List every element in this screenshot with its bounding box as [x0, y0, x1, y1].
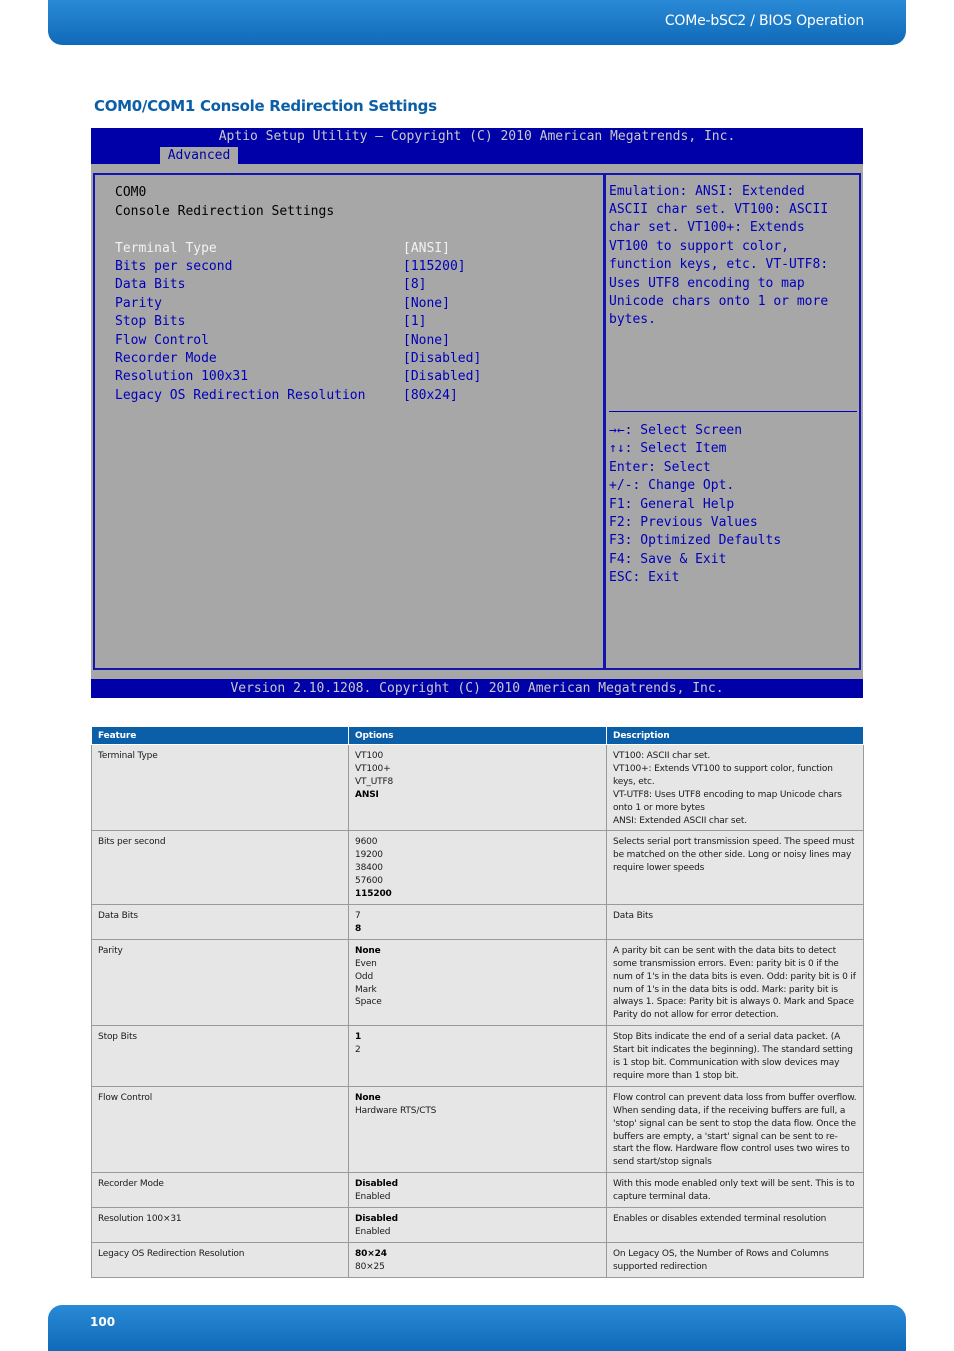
option: 2: [355, 1045, 361, 1056]
description-line: Enables or disables extended terminal resolution: [613, 1214, 827, 1225]
option: VT100: [355, 751, 384, 761]
options-cell: [349, 1026, 607, 1087]
option: Even: [355, 958, 377, 969]
bios-setting-value[interactable]: [80x24]: [403, 387, 458, 403]
bios-setting-label[interactable]: Stop Bits: [115, 314, 186, 330]
page-header: [48, 0, 906, 45]
option: 9600: [355, 837, 378, 848]
table-row: [92, 1086, 864, 1172]
tab-advanced[interactable]: Advanced: [160, 147, 238, 164]
header-title: COMe-bSC2 / BIOS Operation: [664, 13, 864, 29]
option: 38400: [355, 863, 383, 874]
help-text-line: Unicode chars onto 1 or more: [609, 293, 829, 309]
bios-heading-line2: Console Redirection Settings: [115, 203, 335, 219]
table-row: [92, 1208, 864, 1243]
option: 80×25: [355, 1261, 385, 1272]
key-help-line: F1: General Help: [609, 496, 735, 512]
help-text-line: bytes.: [609, 312, 656, 328]
bios-setting-value[interactable]: [ANSI]: [403, 240, 450, 256]
feature-cell: Terminal Type: [92, 745, 349, 831]
option: 7: [355, 910, 361, 921]
description-line: A parity bit can be sent with the data bits to detect some transmission errors. Even: parity bit is 0 if the num of 1's in the data bits is even. Odd: parity bit is 0 if num of 1's in the data bits is odd. Mark: parity bit is always 1. Space: Parity bit is always 0. Mark and Space Parity do not allow for error detection.: [613, 945, 856, 1021]
bios-setting-value[interactable]: [115200]: [403, 258, 466, 274]
options-cell: [349, 1086, 607, 1172]
description-line: ANSI: Extended ASCII char set.: [613, 815, 747, 826]
option: Enabled: [355, 1192, 391, 1203]
description-cell: [607, 1242, 864, 1277]
option: VT100+: [355, 763, 391, 774]
default-option: None: [355, 1092, 381, 1103]
description-line: On Legacy OS, the Number of Rows and Columns supported redirection: [613, 1248, 829, 1272]
description-cell: [607, 1026, 864, 1087]
default-option: 8: [355, 923, 362, 934]
description-line: Stop Bits indicate the end of a serial data packet. (A Start bit indicates the beginning). The standard setting is 1 stop bit. Communication with slow devices may require more than 1 stop bit.: [613, 1032, 853, 1081]
key-help-line: +/-: Change Opt.: [609, 478, 735, 494]
default-option: 115200: [355, 889, 392, 900]
table-header-row: [92, 727, 864, 745]
page-footer: [48, 1305, 906, 1351]
options-cell: [349, 745, 607, 831]
option: Enabled: [355, 1227, 391, 1237]
description-cell: [607, 1173, 864, 1208]
section-heading: COM0/COM1 Console Redirection Settings: [94, 97, 437, 115]
bios-setting-value[interactable]: [Disabled]: [403, 369, 482, 385]
feature-cell: Flow Control: [92, 1086, 349, 1172]
description-cell: [607, 1208, 864, 1243]
bios-setting-value[interactable]: [1]: [403, 314, 427, 330]
help-text-line: Uses UTF8 encoding to map: [609, 275, 805, 291]
bios-setting-label[interactable]: Legacy OS Redirection Resolution: [115, 387, 366, 403]
help-text-line: function keys, etc. VT-UTF8:: [609, 257, 829, 273]
bios-screenshot: [91, 128, 863, 698]
feature-table: [91, 726, 864, 1278]
description-line: VT-UTF8: Uses UTF8 encoding to map Unicode chars onto 1 or more bytes: [613, 789, 842, 813]
page-number: 100: [90, 1315, 116, 1329]
default-option: 80×24: [355, 1248, 387, 1259]
feature-cell: Resolution 100×31: [92, 1208, 349, 1243]
table-row: [92, 1026, 864, 1087]
option: Mark: [355, 984, 377, 995]
feature-cell: Legacy OS Redirection Resolution: [92, 1242, 349, 1277]
bios-setting-value[interactable]: [None]: [403, 332, 450, 348]
table-header-options: Options: [349, 727, 607, 745]
description-line: Data Bits: [613, 910, 653, 921]
options-cell: [349, 1208, 607, 1243]
bios-settings-panel: [93, 173, 605, 670]
description-line: Flow control can prevent data loss from buffer overflow. When sending data, if the receiving buffers are full, a 'stop' signal can be sent to stop the data flow. Once the buffers are empty, a 'start' signal can be sent to re-start the flow. Hardware flow control uses two wires to send start/stop signals: [613, 1092, 857, 1168]
table-row: [92, 745, 864, 831]
help-text-line: Emulation: ANSI: Extended: [609, 183, 805, 199]
key-help-line: F4: Save & Exit: [609, 551, 727, 567]
option: 57600: [355, 876, 383, 887]
default-option: Disabled: [355, 1214, 398, 1225]
bios-heading-line1: COM0: [115, 185, 147, 200]
option: Hardware RTS/CTS: [355, 1105, 437, 1116]
table-header-feature: Feature: [92, 727, 349, 745]
bios-title-bar: [91, 128, 863, 164]
bios-setting-label[interactable]: Resolution 100x31: [115, 369, 249, 385]
description-cell: [607, 745, 864, 831]
help-text-line: char set. VT100+: Extends: [609, 220, 805, 236]
options-cell: [349, 1242, 607, 1277]
default-option: Disabled: [355, 1179, 398, 1190]
key-help-line: ESC: Exit: [609, 570, 680, 586]
option: VT_UTF8: [355, 776, 394, 787]
default-option: None: [355, 945, 381, 956]
description-cell: [607, 831, 864, 905]
bios-setting-label[interactable]: Parity: [115, 295, 162, 311]
bios-setting-label[interactable]: Data Bits: [115, 277, 186, 293]
default-option: 1: [355, 1032, 362, 1043]
options-cell: [349, 1173, 607, 1208]
default-option: ANSI: [355, 789, 379, 800]
options-cell: [349, 939, 607, 1025]
description-cell: [607, 939, 864, 1025]
bios-setting-value[interactable]: [8]: [403, 277, 427, 293]
feature-cell: Data Bits: [92, 904, 349, 939]
bios-setting-label[interactable]: Flow Control: [115, 332, 209, 348]
description-line: VT100: ASCII char set.: [613, 751, 711, 761]
bios-setting-label[interactable]: Terminal Type: [115, 240, 217, 256]
bios-help-panel: [604, 173, 861, 670]
table-row: [92, 904, 864, 939]
bios-title: Aptio Setup Utility – Copyright (C) 2010 American Megatrends, Inc.: [218, 129, 736, 144]
table-row: [92, 1242, 864, 1277]
option: 19200: [355, 850, 383, 861]
description-line: With this mode enabled only text will be sent. This is to capture terminal data.: [613, 1179, 855, 1203]
options-cell: [349, 904, 607, 939]
key-help-line: F3: Optimized Defaults: [609, 533, 782, 549]
table-header-description: Description: [607, 727, 864, 745]
feature-cell: Stop Bits: [92, 1026, 349, 1087]
bios-setting-label[interactable]: Recorder Mode: [115, 350, 217, 366]
key-help-line: F2: Previous Values: [609, 515, 758, 530]
feature-cell: Parity: [92, 939, 349, 1025]
table-row: [92, 939, 864, 1025]
bios-setting-value[interactable]: [None]: [403, 295, 450, 311]
options-cell: [349, 831, 607, 905]
feature-cell: Recorder Mode: [92, 1173, 349, 1208]
table-row: [92, 1173, 864, 1208]
option: Space: [355, 997, 382, 1008]
help-text-line: ASCII char set. VT100: ASCII: [609, 201, 829, 217]
key-help-line: Enter: Select: [609, 459, 711, 475]
description-cell: [607, 904, 864, 939]
help-text-line: VT100 to support color,: [609, 238, 790, 254]
table-row: [92, 831, 864, 905]
key-help-line: ↑↓: Select Item: [609, 441, 727, 457]
description-line: VT100+: Extends VT100 to support color, function keys, etc.: [613, 763, 833, 787]
option: Odd: [355, 971, 374, 982]
help-divider: [609, 411, 857, 412]
description-cell: [607, 1086, 864, 1172]
bios-setting-value[interactable]: [Disabled]: [403, 350, 482, 366]
bios-setting-label[interactable]: Bits per second: [115, 258, 233, 274]
description-line: Selects serial port transmission speed. The speed must be matched on the other side. Long or noisy lines may require lower speeds: [613, 837, 855, 874]
key-help-line: →←: Select Screen: [609, 423, 743, 438]
bios-footer: Version 2.10.1208. Copyright (C) 2010 American Megatrends, Inc.: [91, 679, 863, 698]
feature-cell: Bits per second: [92, 831, 349, 905]
